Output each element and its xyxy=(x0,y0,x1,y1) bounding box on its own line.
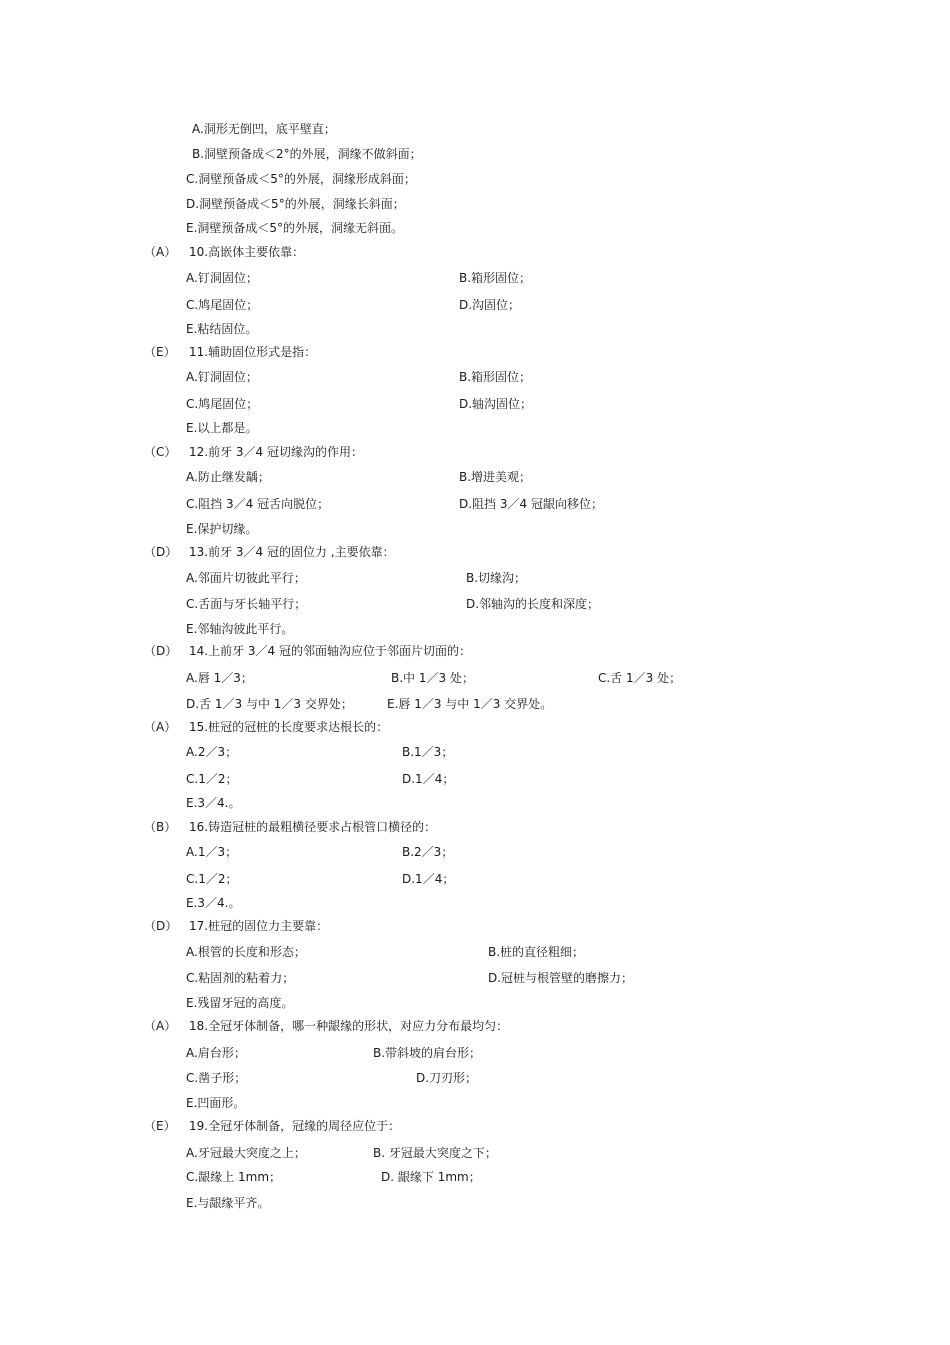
option-q11-d: D.轴沟固位； xyxy=(459,397,533,411)
option-q17-e: E.残留牙冠的高度。 xyxy=(186,996,294,1010)
option-q10-b: B.箱形固位； xyxy=(459,271,532,285)
option-q11-e: E.以上都是。 xyxy=(186,421,258,435)
option-q9-e: E.洞壁预备成＜5°的外展，洞缘无斜面。 xyxy=(186,221,404,235)
option-q10-a: A.钉洞固位； xyxy=(186,271,258,285)
option-q12-c: C.阻挡 3／4 冠舌向脱位； xyxy=(186,497,330,511)
answer-q14: （D） xyxy=(144,644,178,658)
stem-q12: 12.前牙 3／4 冠切缘沟的作用： xyxy=(189,445,363,459)
answer-q15: （A） xyxy=(144,720,177,734)
option-q13-b: B.切缘沟； xyxy=(466,571,527,585)
option-q18-d: D.刀刃形； xyxy=(416,1071,478,1085)
option-q11-b: B.箱形固位； xyxy=(459,370,532,384)
option-q13-a: A.邻面片切彼此平行； xyxy=(186,571,306,585)
option-q19-c: C.龈缘上 1mm； xyxy=(186,1170,282,1184)
option-q12-e: E.保护切缘。 xyxy=(186,522,258,536)
option-q9-d: D.洞壁预备成＜5°的外展，洞缘长斜面； xyxy=(186,197,405,211)
option-q15-b: B.1／3； xyxy=(402,745,454,759)
option-q16-d: D.1／4； xyxy=(402,872,455,886)
answer-q11: （E） xyxy=(144,345,176,359)
option-q10-c: C.鸠尾固位； xyxy=(186,298,259,312)
option-q18-c: C.凿子形； xyxy=(186,1071,247,1085)
option-q19-a: A.牙冠最大突度之上； xyxy=(186,1146,306,1160)
option-q16-e: E.3／4.。 xyxy=(186,896,241,910)
answer-q10: （A） xyxy=(144,245,177,259)
option-q13-e: E.邻轴沟彼此平行。 xyxy=(186,622,294,636)
option-q9-a: A.洞形无倒凹，底平壁直； xyxy=(192,122,336,136)
option-q10-e: E.粘结固位。 xyxy=(186,322,258,336)
option-q14-b: B.中 1／3 处； xyxy=(391,671,474,685)
stem-q14: 14.上前牙 3／4 冠的邻面轴沟应位于邻面片切面的： xyxy=(189,644,471,658)
option-q12-b: B.增进美观； xyxy=(459,470,532,484)
option-q18-a: A.肩台形； xyxy=(186,1046,246,1060)
option-q12-a: A.防止继发龋； xyxy=(186,470,270,484)
answer-q13: （D） xyxy=(144,545,178,559)
option-q12-d: D.阻挡 3／4 冠龈向移位； xyxy=(459,497,603,511)
option-q13-d: D.邻轴沟的长度和深度； xyxy=(466,597,600,611)
option-q17-a: A.根管的长度和形态； xyxy=(186,945,306,959)
option-q15-c: C.1／2； xyxy=(186,772,238,786)
option-q17-c: C.粘固剂的粘着力； xyxy=(186,971,295,985)
option-q15-e: E.3／4.。 xyxy=(186,796,241,810)
option-q19-d: D. 龈缘下 1mm； xyxy=(381,1170,481,1184)
option-q17-b: B.桩的直径粗细； xyxy=(488,945,585,959)
stem-q19: 19.全冠牙体制备，冠缘的周径应位于： xyxy=(189,1119,401,1133)
option-q14-a: A.唇 1／3； xyxy=(186,671,253,685)
option-q15-a: A.2／3； xyxy=(186,745,238,759)
option-q17-d: D.冠桩与根管壁的磨擦力； xyxy=(488,971,634,985)
option-q19-e: E.与龈缘平齐。 xyxy=(186,1196,270,1210)
answer-q19: （E） xyxy=(144,1119,176,1133)
stem-q13: 13.前牙 3／4 冠的固位力 ,主要依靠： xyxy=(189,545,395,559)
option-q9-b: B.洞壁预备成＜2°的外展，洞缘不做斜面； xyxy=(192,147,422,161)
option-q14-c: C.舌 1／3 处； xyxy=(598,671,682,685)
option-q11-c: C.鸠尾固位； xyxy=(186,397,259,411)
option-q14-e: E.唇 1／3 与中 1／3 交界处。 xyxy=(387,697,553,711)
answer-q18: （A） xyxy=(144,1019,177,1033)
option-q14-d: D.舌 1／3 与中 1／3 交界处； xyxy=(186,697,353,711)
stem-q16: 16.铸造冠桩的最粗横径要求占根管口横径的： xyxy=(189,820,437,834)
stem-q11: 11.辅助固位形式是指： xyxy=(189,345,317,359)
option-q18-b: B.带斜坡的肩台形； xyxy=(373,1046,482,1060)
answer-q16: （B） xyxy=(144,820,177,834)
option-q13-c: C.舌面与牙长轴平行； xyxy=(186,597,307,611)
stem-q17: 17.桩冠的固位力主要靠： xyxy=(189,919,329,933)
option-q16-c: C.1／2； xyxy=(186,872,238,886)
option-q10-d: D.沟固位； xyxy=(459,298,521,312)
stem-q15: 15.桩冠的冠桩的长度要求达根长的： xyxy=(189,720,389,734)
stem-q18: 18.全冠牙体制备，哪一种龈缘的形状，对应力分布最均匀： xyxy=(189,1019,509,1033)
option-q16-b: B.2／3； xyxy=(402,845,454,859)
option-q16-a: A.1／3； xyxy=(186,845,238,859)
option-q19-b: B. 牙冠最大突度之下； xyxy=(373,1146,497,1160)
answer-q17: （D） xyxy=(144,919,178,933)
option-q15-d: D.1／4； xyxy=(402,772,455,786)
option-q18-e: E.凹面形。 xyxy=(186,1096,246,1110)
answer-q12: （C） xyxy=(144,445,177,459)
stem-q10: 10.高嵌体主要依靠： xyxy=(189,245,305,259)
option-q11-a: A.钉洞固位； xyxy=(186,370,258,384)
option-q9-c: C.洞壁预备成＜5°的外展，洞缘形成斜面； xyxy=(186,172,416,186)
